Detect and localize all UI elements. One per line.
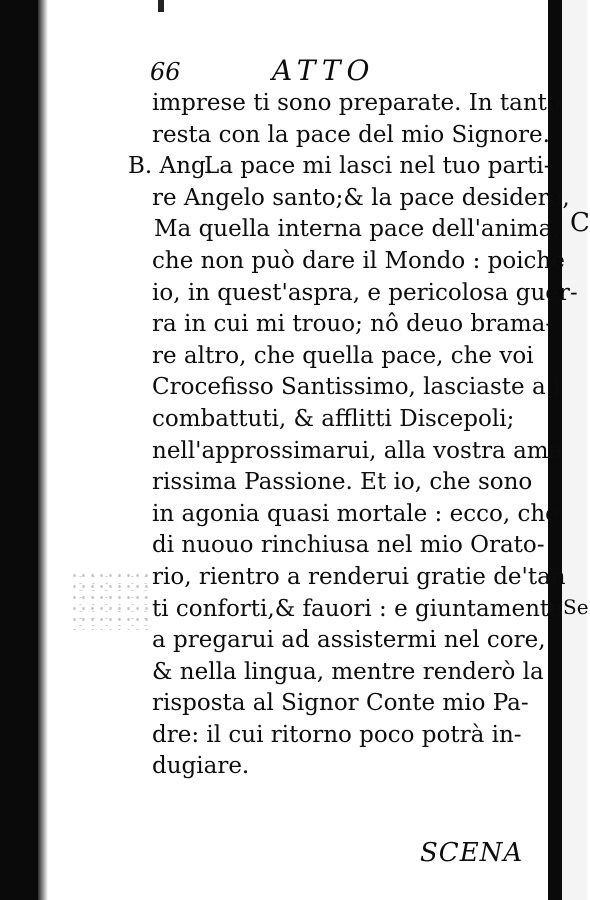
- text-line: Ma quella interna pace dell'anima,: [154, 216, 560, 243]
- body-text: [128, 88, 578, 783]
- facing-page-strip: [562, 0, 587, 900]
- text-line: rio, rientro a renderui gratie de'tan: [152, 563, 566, 590]
- text-line: dre: il cui ritorno poco potrà in-: [152, 721, 522, 748]
- text-line: ti conforti,& fauori : e giuntamente: [152, 595, 563, 622]
- text-line: io, in quest'aspra, e pericolosa guer-: [152, 279, 578, 306]
- facing-page-fragment-se: Se: [563, 595, 589, 619]
- binding-shadow: [38, 0, 48, 900]
- text-line: di nuouo rinchiusa nel mio Orato-: [152, 532, 545, 559]
- facing-page-fragment-c: C: [570, 208, 590, 238]
- text-line: re altro, che quella pace, che voi: [152, 342, 534, 369]
- text-line: imprese ti sono preparate. In tanto: [152, 90, 561, 116]
- text-line: resta con la pace del mio Signore.: [152, 121, 550, 148]
- text-line: ra in cui mi trouo; nô deuo brama-: [152, 311, 554, 338]
- speech-first-line: [128, 151, 553, 183]
- text-line: che non può dare il Mondo : poiche: [152, 247, 565, 274]
- catchword: SCENA: [420, 838, 524, 868]
- page-number: 66: [150, 58, 181, 86]
- text-line: re Angelo santo;& la pace desidero,: [152, 184, 570, 211]
- text-line: La pace mi lasci nel tuo parti-: [204, 153, 552, 180]
- binding-gutter-left: [0, 0, 38, 900]
- text-line: combattuti, & afflitti Discepoli;: [152, 405, 515, 432]
- text-line: & nella lingua, mentre renderò la: [152, 658, 544, 685]
- speaker-label: B. Ang.: [128, 153, 213, 180]
- text-line: risposta al Signor Conte mio Pa-: [152, 690, 529, 717]
- text-line: in agonia quasi mortale : ecco, che: [152, 500, 559, 527]
- top-ink-mark: [158, 0, 164, 12]
- text-line: a pregarui ad assistermi nel core,: [152, 627, 546, 654]
- running-head: ATTO: [272, 54, 376, 87]
- page-header: [150, 50, 450, 90]
- text-line: nell'approssimarui, alla vostra ama: [152, 437, 563, 464]
- text-line: rissima Passione. Et io, che sono: [152, 469, 533, 496]
- text-line: dugiare.: [152, 753, 250, 780]
- text-line: Crocefisso Santissimo, lasciaste a i: [152, 374, 561, 401]
